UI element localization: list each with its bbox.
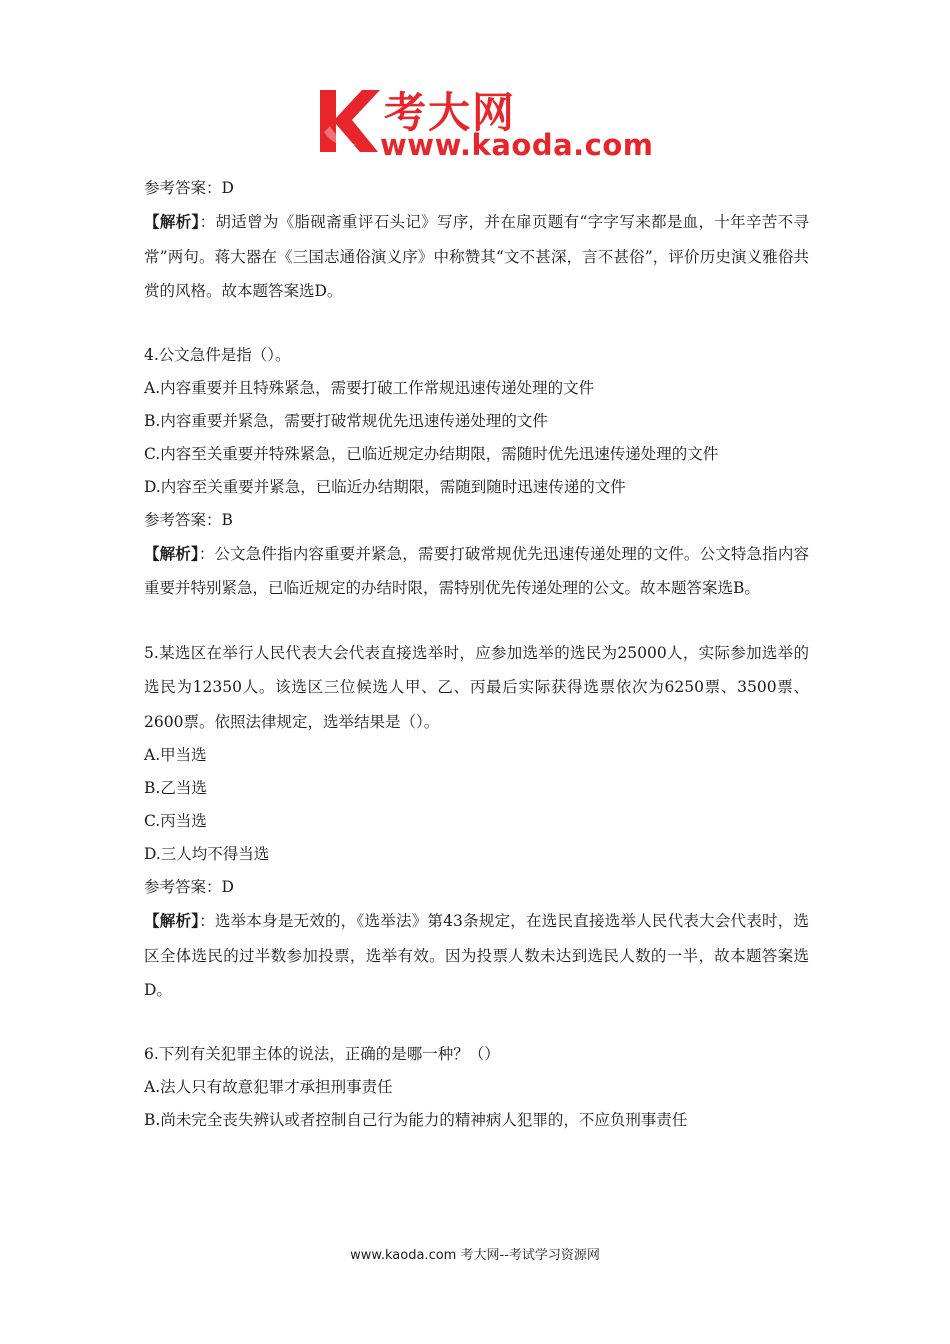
analysis-label: 【解析】 (144, 543, 199, 563)
q6-question: 6.下列有关犯罪主体的说法，正确的是哪一种？（） (144, 1044, 500, 1063)
document-body (144, 172, 809, 1137)
q5-question: 5.某选区在举行人民代表大会代表直接选举时，应参加选举的选民为25000人，实际参加选举的选民为12350人。该选区三位候选人甲、乙、丙最后实际获得选票依次为6250票、3500票、2600票。依照法律规定，选举结果是（）。 (144, 643, 809, 731)
analysis-label: 【解析】 (144, 212, 200, 231)
q3-answer: 参考答案：D (144, 179, 234, 197)
kaoda-logo (318, 84, 654, 162)
q4-option-d: D.内容至关重要并紧急，已临近办结期限，需随到随时迅速传递的文件 (144, 477, 626, 496)
q4-answer: 参考答案：B (144, 510, 233, 529)
page-footer: www.kaoda.com 考大网--考试学习资源网 (350, 1248, 600, 1263)
q5-option-b: B.乙当选 (144, 779, 207, 797)
q5-option-c: C.丙当选 (144, 812, 207, 830)
logo-url-text: www.kaoda.com (380, 128, 654, 162)
q5-answer: 参考答案：D (144, 878, 234, 896)
analysis-label: 【解析】 (144, 911, 200, 930)
q5-option-a: A.甲当选 (144, 746, 207, 764)
logo-brand-text: 考大网 (384, 88, 517, 137)
q4-question: 4.公文急件是指（）。 (144, 345, 291, 364)
q4-analysis (144, 537, 809, 606)
q3-analysis (144, 205, 809, 309)
q5-analysis-text: ：选举本身是无效的，《选举法》第43条规定，在选民直接选举人民代表大会代表时，选区全体选民的过半数参加投票，选举有效。因为投票人数未达到选民人数的一半，故本题答案选D。 (144, 912, 809, 999)
q4-option-c: C.内容至关重要并特殊紧急，已临近规定办结期限，需随时优先迅速传递处理的文件 (144, 444, 719, 463)
q6-option-a: A.法人只有故意犯罪才承担刑事责任 (144, 1077, 393, 1096)
q5-analysis (144, 904, 809, 1008)
q4-option-a: A.内容重要并且特殊紧急，需要打破工作常规迅速传递处理的文件 (144, 378, 595, 397)
k-logo-icon (318, 84, 382, 156)
q4-option-b: B.内容重要并紧急，需要打破常规优先迅速传递处理的文件 (144, 411, 548, 430)
q5-option-d: D.三人均不得当选 (144, 845, 270, 863)
q6-option-b: B.尚未完全丧失辨认或者控制自己行为能力的精神病人犯罪的，不应负刑事责任 (144, 1110, 688, 1129)
q4-analysis-text: ：公文急件指内容重要并紧急，需要打破常规优先迅速传递处理的文件。公文特急指内容重要并特别紧急，已临近规定的办结时限，需特别优先传递处理的公文。故本题答案选B。 (144, 544, 809, 597)
q3-analysis-text: ：胡适曾为《脂砚斋重评石头记》写序，并在扉页题有“字字写来都是血，十年辛苦不寻常”两句。蒋大器在《三国志通俗演义序》中称赞其“文不甚深，言不甚俗”，评价历史演义雅俗共赏的风格。故本题答案选D。 (144, 213, 809, 300)
